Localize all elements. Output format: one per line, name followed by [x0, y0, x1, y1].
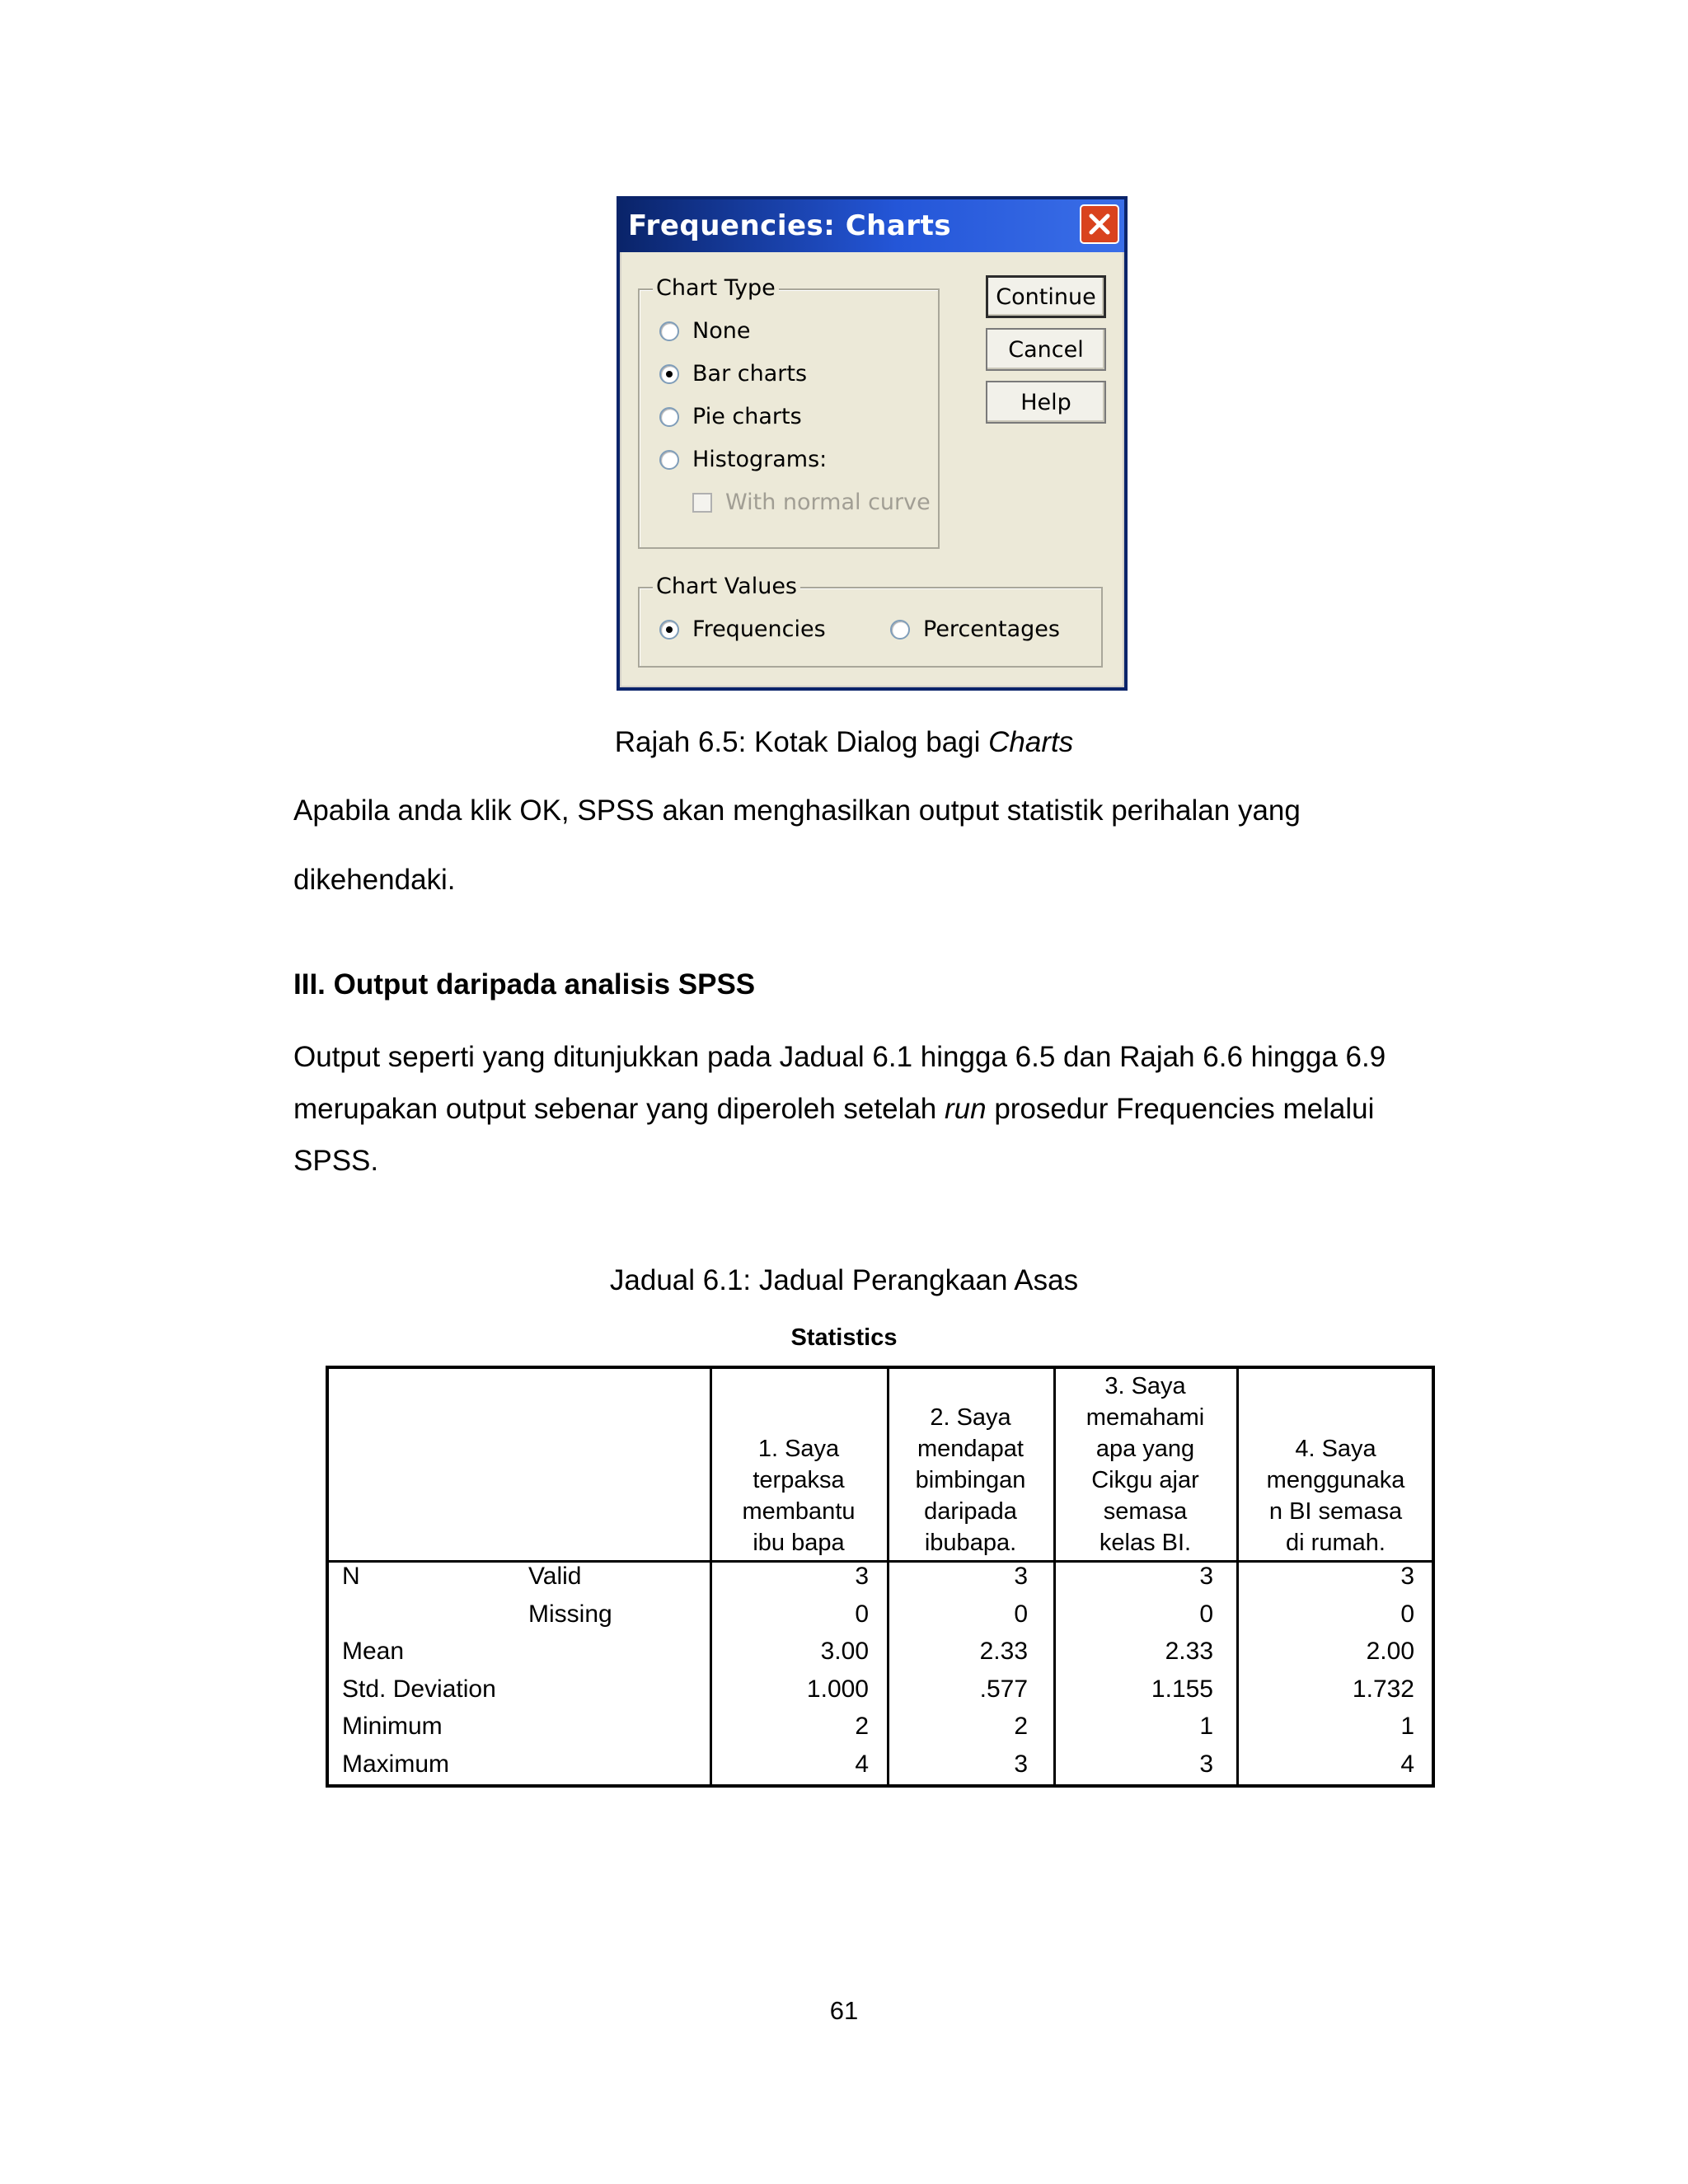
chart-values-group	[638, 574, 1103, 668]
column-header-line: Cikgu ajar	[1091, 1467, 1199, 1493]
column-header-line: 4. Saya	[1295, 1436, 1376, 1462]
table-cell: 4	[1400, 1750, 1414, 1778]
table-cell: 1.732	[1352, 1675, 1414, 1703]
column-header-line: mendapat	[917, 1436, 1024, 1462]
table-cell: 3	[855, 1563, 869, 1590]
column-header-line: memahami	[1085, 1404, 1205, 1431]
table-cell: 2	[1014, 1713, 1028, 1740]
table-divider	[1236, 1369, 1239, 1784]
table-cell: 1	[1400, 1713, 1414, 1740]
table-cell: 3	[1014, 1750, 1028, 1778]
table-cell: 1.155	[1151, 1675, 1213, 1703]
radio-bar-charts[interactable]	[659, 361, 807, 387]
column-header-line: 2. Saya	[930, 1404, 1011, 1431]
radio-percentages[interactable]	[890, 616, 1060, 642]
radio-label: Percentages	[923, 616, 1060, 642]
radio-label: None	[692, 318, 751, 344]
radio-button[interactable]	[890, 620, 910, 640]
row-label: Mean	[342, 1638, 405, 1665]
table-cell: 3	[1199, 1563, 1213, 1590]
radio-label: Histograms:	[692, 447, 828, 472]
paragraph-2-line-2	[293, 1092, 1374, 1127]
column-header-line: menggunaka	[1266, 1467, 1405, 1493]
statistics-table	[326, 1366, 1435, 1788]
chart-values-legend: Chart Values	[653, 574, 800, 599]
column-header-line: 1. Saya	[757, 1436, 840, 1462]
table-cell: 0	[855, 1600, 869, 1628]
table-cell: 4	[855, 1750, 869, 1778]
row-label: Minimum	[342, 1713, 443, 1740]
continue-button[interactable]: Continue	[986, 275, 1106, 318]
figure-caption-italic: Charts	[988, 726, 1074, 758]
table-title: Statistics	[790, 1324, 898, 1351]
table-cell: 3	[1199, 1750, 1213, 1778]
column-header-line: ibubapa.	[924, 1530, 1017, 1556]
paragraph-2-line-1: Output seperti yang ditunjukkan pada Jadual 6.1 hingga 6.5 dan Rajah 6.6 hingga 6.9	[293, 1041, 1386, 1073]
paragraph-1-line-2: dikehendaki.	[293, 864, 456, 896]
dialog-titlebar[interactable]	[620, 199, 1124, 252]
table-cell: 2.00	[1366, 1638, 1414, 1665]
table-cell: 3	[1400, 1563, 1414, 1590]
row-sublabel: Missing	[528, 1600, 612, 1628]
table-cell: .577	[979, 1675, 1028, 1703]
paragraph-1-line-1: Apabila anda klik OK, SPSS akan menghasilkan output statistik perihalan yang	[293, 794, 1301, 827]
row-label: Maximum	[342, 1750, 450, 1778]
row-sublabel: Valid	[528, 1563, 582, 1590]
paragraph-2-text: prosedur Frequencies melalui	[986, 1093, 1375, 1125]
radio-button[interactable]	[659, 407, 679, 427]
radio-histograms[interactable]	[659, 447, 827, 472]
table-divider	[1053, 1369, 1056, 1784]
cancel-button[interactable]: Cancel	[986, 328, 1106, 371]
column-header-line: ibu bapa	[753, 1530, 845, 1556]
column-header-line: bimbingan	[915, 1467, 1026, 1493]
table-divider	[710, 1369, 712, 1784]
radio-label: Bar charts	[692, 361, 808, 387]
table-cell: 0	[1014, 1600, 1028, 1628]
column-header-line: kelas BI.	[1099, 1530, 1192, 1556]
chart-type-group	[638, 275, 940, 549]
chart-type-legend: Chart Type	[653, 275, 779, 301]
paragraph-2-line-3: SPSS.	[293, 1145, 379, 1177]
close-button[interactable]	[1080, 204, 1119, 244]
normal-curve-checkbox	[692, 493, 712, 513]
radio-none[interactable]	[659, 318, 750, 344]
table-cell: 2.33	[1165, 1638, 1213, 1665]
section-heading: III. Output daripada analisis SPSS	[293, 968, 756, 1001]
figure-caption-prefix: Rajah 6.5: Kotak Dialog bagi	[614, 726, 989, 758]
paragraph-2-text: merupakan output sebenar yang diperoleh setelah	[293, 1093, 945, 1125]
table-cell: 1	[1199, 1713, 1213, 1740]
radio-label: Pie charts	[692, 404, 802, 429]
column-header	[890, 1369, 1051, 1560]
radio-button[interactable]	[659, 321, 679, 341]
table-cell: 2	[855, 1713, 869, 1740]
normal-curve-checkbox-row	[692, 490, 931, 515]
column-header-line: 3. Saya	[1104, 1373, 1186, 1399]
frequencies-charts-dialog	[617, 196, 1128, 691]
column-header-line: daripada	[924, 1498, 1017, 1525]
table-caption: Jadual 6.1: Jadual Perangkaan Asas	[609, 1264, 1079, 1296]
table-cell: 2.33	[979, 1638, 1028, 1665]
column-header-line: terpaksa	[753, 1467, 845, 1493]
table-cell: 3.00	[820, 1638, 869, 1665]
dialog-title: Frequencies: Charts	[628, 209, 952, 242]
page-number: 61	[829, 1996, 859, 2025]
radio-button-selected[interactable]	[659, 620, 679, 640]
table-cell: 0	[1400, 1600, 1414, 1628]
help-button[interactable]: Help	[986, 381, 1106, 424]
radio-frequencies[interactable]	[659, 616, 826, 642]
table-cell: 3	[1014, 1563, 1028, 1590]
column-header-line: n BI semasa	[1268, 1498, 1403, 1525]
radio-pie-charts[interactable]	[659, 404, 802, 429]
paragraph-2-italic: run	[945, 1093, 987, 1125]
column-header	[1057, 1369, 1234, 1560]
row-label: Std. Deviation	[342, 1675, 496, 1703]
radio-button[interactable]	[659, 450, 679, 470]
table-divider	[887, 1369, 889, 1784]
table-cell: 1.000	[806, 1675, 869, 1703]
column-header-line: semasa	[1103, 1498, 1188, 1525]
column-header-line: membantu	[742, 1498, 856, 1525]
normal-curve-label: With normal curve	[725, 490, 931, 515]
column-header-line: apa yang	[1095, 1436, 1195, 1462]
figure-caption	[0, 725, 1688, 760]
column-header	[713, 1369, 884, 1560]
column-header-line: di rumah.	[1286, 1530, 1386, 1556]
radio-label: Frequencies	[692, 616, 826, 642]
radio-button-selected[interactable]	[659, 364, 679, 384]
row-label: N	[342, 1563, 360, 1590]
close-icon	[1088, 213, 1111, 236]
table-cell: 0	[1199, 1600, 1213, 1628]
column-header	[1240, 1369, 1432, 1560]
